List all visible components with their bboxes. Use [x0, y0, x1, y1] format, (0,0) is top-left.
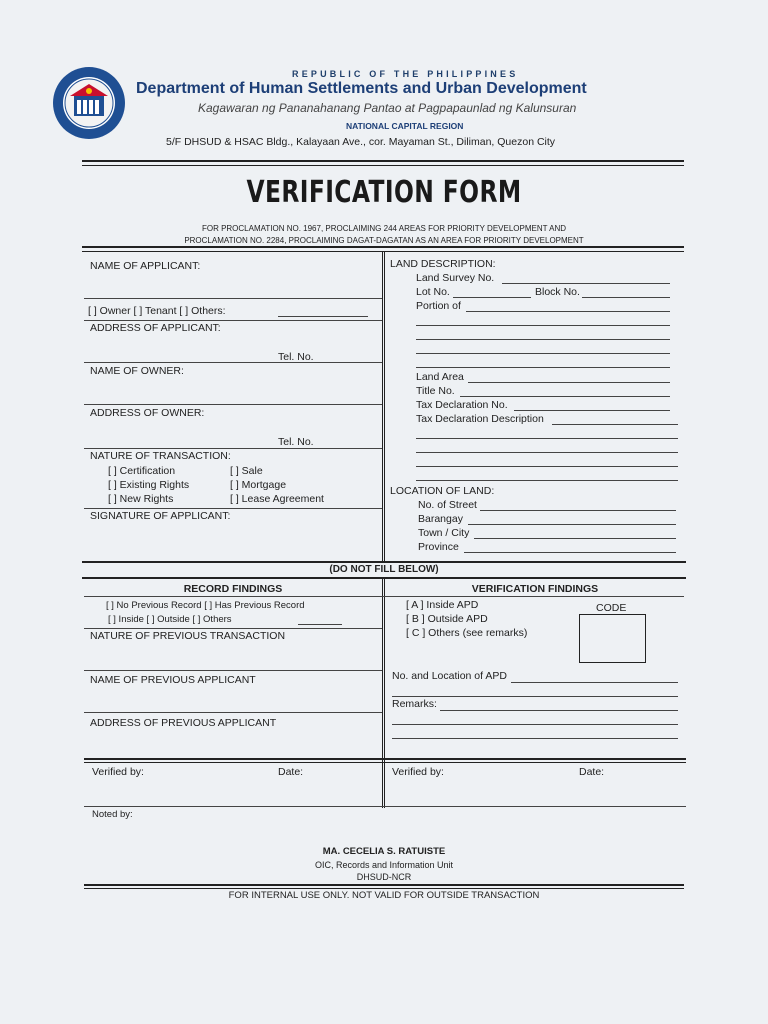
tax-desc-line-5[interactable] [416, 480, 678, 481]
others-see-remarks-option[interactable]: [ C ] Others (see remarks) [406, 627, 528, 639]
applicant-tel-label: Tel. No. [278, 351, 314, 363]
portion-line-4[interactable] [416, 353, 670, 354]
outside-apd-option[interactable]: [ B ] Outside APD [406, 613, 488, 625]
province-field[interactable] [464, 552, 676, 553]
date-left-label: Date: [278, 766, 304, 778]
do-not-fill-label: (DO NOT FILL BELOW) [329, 564, 439, 575]
header-divider [82, 160, 684, 162]
province-label: Province [418, 541, 459, 553]
tax-declaration-no-field[interactable] [514, 410, 670, 411]
name-of-owner-label: NAME OF OWNER: [90, 365, 184, 377]
transaction-section-border [84, 508, 382, 509]
form-subtitle-1: FOR PROCLAMATION NO. 1967, PROCLAIMING 244 AREAS FOR PRIORITY DEVELOPMENT AND [201, 224, 567, 233]
record-options-border [84, 628, 382, 629]
dhsud-seal-logo [52, 66, 126, 140]
portion-line-3[interactable] [416, 339, 670, 340]
code-box[interactable] [579, 614, 646, 663]
record-findings-heading: RECORD FINDINGS [183, 583, 283, 595]
portion-of-label: Portion of [416, 300, 461, 312]
lease-agreement-checkbox[interactable]: [ ] Lease Agreement [230, 493, 324, 505]
certification-checkbox[interactable]: [ ] Certification [108, 465, 176, 477]
form-title: VERIFICATION FORM [246, 175, 522, 210]
barangay-label: Barangay [418, 513, 463, 525]
land-survey-label: Land Survey No. [416, 272, 495, 284]
street-field[interactable] [480, 510, 676, 511]
owner-name-field[interactable] [84, 404, 382, 405]
form-top-border [82, 246, 684, 248]
portion-line-5[interactable] [416, 367, 670, 368]
others-record-field[interactable] [298, 624, 342, 625]
verified-top-border [84, 758, 686, 760]
code-label: CODE [596, 602, 627, 614]
office-address: 5/F DHSUD & HSAC Bldg., Kalayaan Ave., cor. Mayaman St., Diliman, Quezon City [166, 136, 556, 148]
name-previous-field[interactable] [84, 712, 382, 713]
signatory-office: DHSUD-NCR [356, 872, 412, 882]
tax-declaration-description-label: Tax Declaration Description [416, 413, 544, 425]
town-city-field[interactable] [474, 538, 676, 539]
republic-label: REPUBLIC OF THE PHILIPPINES [292, 69, 519, 79]
no-location-apd-label: No. and Location of APD [392, 670, 507, 682]
noted-by-label: Noted by: [92, 809, 133, 820]
applicant-name-field[interactable] [84, 298, 382, 299]
land-area-field[interactable] [468, 382, 670, 383]
remarks-line-3[interactable] [392, 738, 678, 739]
portion-line-2[interactable] [416, 325, 670, 326]
lot-no-label: Lot No. [416, 286, 450, 298]
remarks-line-2[interactable] [392, 724, 678, 725]
verified-top-border-thin [84, 762, 686, 763]
existing-rights-checkbox[interactable]: [ ] Existing Rights [108, 479, 190, 491]
remarks-field[interactable] [440, 710, 678, 711]
department-name: Department of Human Settlements and Urban Development [136, 80, 587, 97]
remarks-label: Remarks: [392, 698, 437, 710]
nature-previous-field[interactable] [84, 670, 382, 671]
signature-of-applicant-label: SIGNATURE OF APPLICANT: [90, 510, 231, 522]
footer-divider-thin [84, 888, 684, 889]
barangay-field[interactable] [468, 524, 676, 525]
applicant-address-field[interactable] [84, 362, 382, 363]
name-previous-applicant-label: NAME OF PREVIOUS APPLICANT [90, 674, 256, 686]
form-subtitle-2: PROCLAMATION NO. 2284, PROCLAIMING DAGAT-DAGATAN AS AN AREA FOR PRIORITY DEVELOPMENT [184, 236, 584, 245]
land-survey-field[interactable] [502, 283, 670, 284]
block-no-label: Block No. [535, 286, 580, 298]
title-no-field[interactable] [460, 396, 670, 397]
header-divider-thin [82, 165, 684, 166]
applicant-section-border [84, 320, 382, 321]
address-previous-applicant-label: ADDRESS OF PREVIOUS APPLICANT [90, 717, 277, 729]
applicant-type-options[interactable]: [ ] Owner [ ] Tenant [ ] Others: [88, 305, 226, 317]
previous-record-options[interactable]: [ ] No Previous Record [ ] Has Previous Record [106, 600, 305, 611]
land-area-label: Land Area [416, 371, 464, 383]
filipino-department-name: Kagawaran ng Pananahanang Pantao at Pagpapaunlad ng Kalunsuran [198, 101, 577, 115]
lot-no-field[interactable] [453, 297, 531, 298]
region-label: NATIONAL CAPITAL REGION [346, 121, 464, 131]
mortgage-checkbox[interactable]: [ ] Mortgage [230, 479, 287, 491]
address-of-owner-label: ADDRESS OF OWNER: [90, 407, 205, 419]
verified-by-left-label: Verified by: [92, 766, 144, 778]
internal-use-disclaimer: FOR INTERNAL USE ONLY. NOT VALID FOR OUTSIDE TRANSACTION [228, 890, 540, 901]
nature-of-transaction-label: NATURE OF TRANSACTION: [90, 450, 231, 462]
apd-line-2[interactable] [392, 696, 678, 697]
no-location-apd-field[interactable] [511, 682, 678, 683]
block-no-field[interactable] [582, 297, 670, 298]
findings-heading-border [84, 596, 684, 597]
location-of-land-label: LOCATION OF LAND: [390, 485, 495, 497]
inside-outside-options[interactable]: [ ] Inside [ ] Outside [ ] Others [108, 614, 232, 625]
verification-findings-heading: VERIFICATION FINDINGS [471, 583, 599, 595]
upper-column-divider [382, 252, 385, 562]
footer-divider [84, 884, 684, 886]
address-of-applicant-label: ADDRESS OF APPLICANT: [90, 322, 221, 334]
owner-address-field[interactable] [84, 448, 382, 449]
others-field[interactable] [278, 316, 368, 317]
title-no-label: Title No. [416, 385, 455, 397]
tax-desc-line-2[interactable] [416, 438, 678, 439]
lower-column-divider [382, 578, 385, 808]
sale-checkbox[interactable]: [ ] Sale [230, 465, 263, 477]
signatory-name: MA. CECELIA S. RATUISTE [322, 846, 446, 857]
tax-desc-line-4[interactable] [416, 466, 678, 467]
land-description-label: LAND DESCRIPTION: [390, 258, 496, 270]
lower-top-border [82, 561, 686, 563]
street-label: No. of Street [418, 499, 477, 511]
owner-tel-label: Tel. No. [278, 436, 314, 448]
tax-declaration-no-label: Tax Declaration No. [416, 399, 508, 411]
portion-of-field[interactable] [466, 311, 670, 312]
tax-desc-line-3[interactable] [416, 452, 678, 453]
new-rights-checkbox[interactable]: [ ] New Rights [108, 493, 174, 505]
inside-apd-option[interactable]: [ A ] Inside APD [406, 599, 479, 611]
name-of-applicant-label: NAME OF APPLICANT: [90, 260, 201, 272]
date-right-label: Date: [579, 766, 605, 778]
verified-bottom-border [84, 806, 686, 807]
nature-previous-transaction-label: NATURE OF PREVIOUS TRANSACTION [90, 630, 286, 642]
signatory-title: OIC, Records and Information Unit [314, 860, 454, 870]
verified-by-right-label: Verified by: [392, 766, 444, 778]
town-city-label: Town / City [418, 527, 470, 539]
tax-declaration-description-field[interactable] [552, 424, 678, 425]
